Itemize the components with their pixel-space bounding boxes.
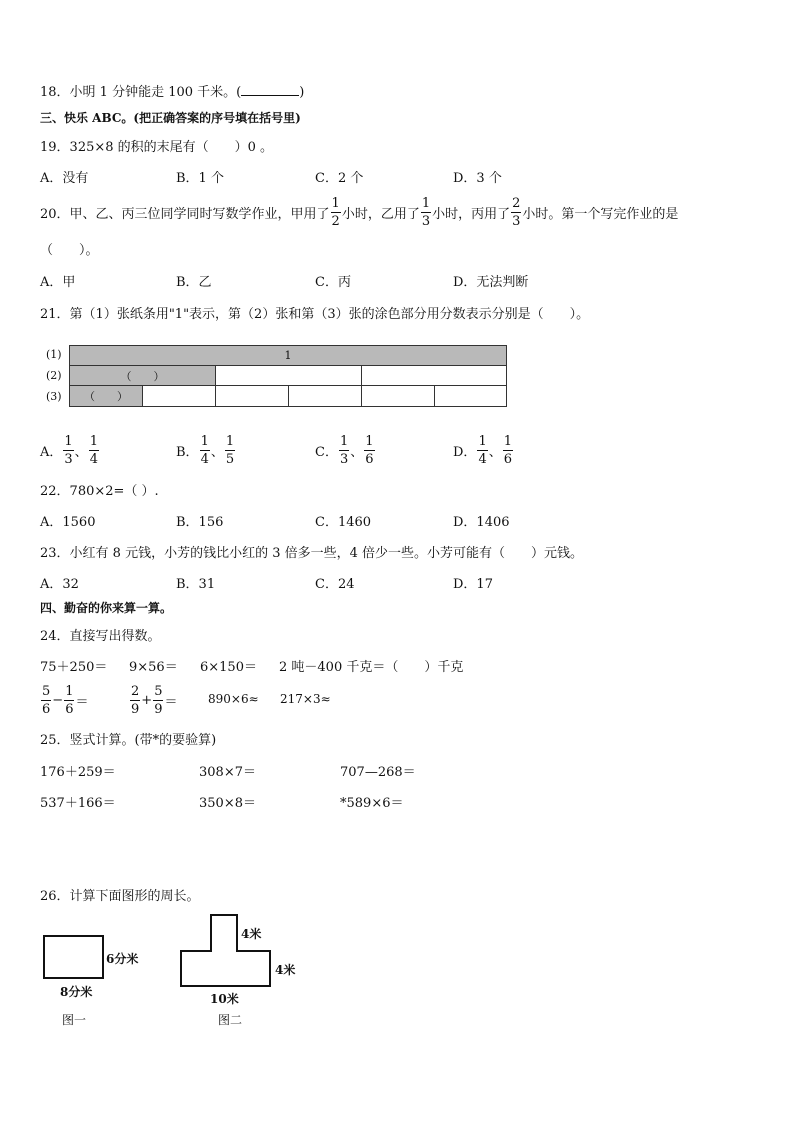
q19-option-c[interactable]: C．2 个 [315,171,364,186]
q19-stem: 19．325×8 的积的末尾有（ ）0 。 [40,140,274,155]
section-3-heading: 三、快乐 ABC。(把正确答案的序号填在括号里) [40,111,301,125]
q24-expr-6: $\frac{2}{9}$ + $\frac{5}{9}$ ＝ [131,683,178,717]
q22-option-c[interactable]: C．1460 [315,515,372,530]
q20-option-b[interactable]: B．乙 [176,275,212,290]
strip-1-label: (1) [46,348,62,361]
q20-option-d[interactable]: D．无法判断 [453,275,529,290]
q25-expr-3: 707—268＝ [340,765,416,780]
q19-option-a[interactable]: A．没有 [40,171,89,186]
q18-answer-blank[interactable] [241,85,299,96]
q24-expr-2: 9×56＝ [129,660,178,675]
strip-2-label: (2) [46,369,62,382]
q21-option-a[interactable]: A． $\frac{1}{3}$ 、 $\frac{1}{4}$ [40,433,98,467]
q24-stem: 24．直接写出得数。 [40,629,161,644]
strip-3-cell [289,386,362,406]
figure-2-right-label: 4米 [275,963,296,977]
strip-3-cell [362,386,435,406]
q23-option-c[interactable]: C．24 [315,577,355,592]
figure-1-bottom-label: 8分米 [60,985,93,999]
q25-stem: 25．竖式计算。(带*的要验算) [40,733,217,748]
q22-option-b[interactable]: B．156 [176,515,224,530]
q20-fraction-1: $\frac{1}{2}$ [331,195,340,229]
q22-stem: 22．780×2=（ ）. [40,484,159,499]
paper-strip-3 [69,385,507,407]
figure-2-top-label: 4米 [241,927,262,941]
strip-3-cell-shaded: （ ） [70,386,143,406]
q19-option-b[interactable]: B．1 个 [176,171,224,186]
fraction: $\frac{1}{5}$ [225,433,235,467]
fraction: $\frac{1}{3}$ [64,433,73,467]
q20-part2: 小时，乙用了 [341,206,420,222]
q25-expr-6: *589×6＝ [340,796,404,811]
q22-option-a[interactable]: A．1560 [40,515,96,530]
figure-2-caption: 图二 [218,1013,243,1027]
fraction: $\frac{1}{6}$ [503,433,513,467]
fraction: $\frac{1}{6}$ [365,433,374,467]
figure-1-side-label: 6分米 [106,952,139,966]
q25-expr-4: 537＋166＝ [40,796,116,811]
q26-stem: 26．计算下面图形的周长。 [40,889,200,904]
q20-stem [40,192,678,232]
strip-2-cell [216,366,362,385]
q24-expr-3: 6×150＝ [200,660,257,675]
q20-fraction-2: $\frac{1}{3}$ [421,195,431,229]
q24-expr-5: $\frac{5}{6}$ − $\frac{1}{6}$ ＝ [42,683,89,717]
q25-expr-2: 308×7＝ [199,765,256,780]
q20-fraction-3: $\frac{2}{3}$ [512,195,521,229]
fraction: $\frac{1}{6}$ [65,683,74,717]
fraction: $\frac{1}{4}$ [478,433,487,467]
figure-2-bottom-label: 10米 [210,992,239,1006]
q24-expr-4: 2 吨－400 千克＝（ ）千克 [279,660,464,675]
q20-part1: 20．甲、乙、丙三位同学同时写数学作业，甲用了 [40,206,330,222]
q25-expr-5: 350×8＝ [199,796,256,811]
strip-1-cell: 1 [284,349,292,362]
fraction: $\frac{1}{4}$ [200,433,209,467]
fraction: $\frac{1}{3}$ [339,433,349,467]
q20-option-c[interactable]: C．丙 [315,275,351,290]
section-4-heading: 四、勤奋的你来算一算。 [40,601,173,615]
q20-continuation: （ ）。 [40,243,99,258]
q23-stem: 23．小红有 8 元钱，小芳的钱比小红的 3 倍多一些，4 倍少一些。小芳可能有（ ）元钱。 [40,546,584,561]
q18-text: 18．小明 1 分钟能走 100 千米。( [40,85,242,100]
fraction: $\frac{1}{4}$ [89,433,98,467]
paper-strip-1 [69,345,507,366]
q24-expr-8: 217×3≈ [280,692,331,706]
q24-expr-1: 75＋250＝ [40,660,108,675]
q18-close: ) [299,85,305,100]
q23-option-b[interactable]: B．31 [176,577,216,592]
paper-strip-2 [69,365,507,386]
q24-expr-7: 890×6≈ [208,692,259,706]
figure-1-caption: 图一 [62,1013,87,1027]
q21-option-d[interactable]: D． $\frac{1}{4}$ 、 $\frac{1}{6}$ [453,433,513,467]
q20-part3: 小时，丙用了 [432,206,511,222]
q21-option-c[interactable]: C． $\frac{1}{3}$ 、 $\frac{1}{6}$ [315,433,374,467]
q18 [40,81,304,100]
q25-expr-1: 176＋259＝ [40,765,116,780]
strip-2-cell [362,366,508,385]
fraction: $\frac{2}{9}$ [131,683,140,717]
q21-stem: 21．第（1）张纸条用"1"表示，第（2）张和第（3）张的涂色部分用分数表示分别是（ ）。 [40,307,590,322]
fraction: $\frac{5}{6}$ [42,683,51,717]
q20-option-a[interactable]: A．甲 [40,275,76,290]
fraction: $\frac{5}{9}$ [154,683,163,717]
figure-2-shape [178,912,274,990]
q23-option-d[interactable]: D．17 [453,577,493,592]
strip-2-cell-shaded: （ ） [70,366,216,385]
strip-3-cell [216,386,289,406]
q19-option-d[interactable]: D．3 个 [453,171,502,186]
q23-option-a[interactable]: A．32 [40,577,79,592]
q21-option-b[interactable]: B． $\frac{1}{4}$ 、 $\frac{1}{5}$ [176,433,235,467]
strip-3-label: (3) [46,390,62,403]
strip-3-cell [143,386,216,406]
q20-part4: 小时。第一个写完作业的是 [522,206,679,222]
strip-3-cell [435,386,508,406]
q22-option-d[interactable]: D．1406 [453,515,510,530]
figure-1-rectangle [43,935,104,979]
